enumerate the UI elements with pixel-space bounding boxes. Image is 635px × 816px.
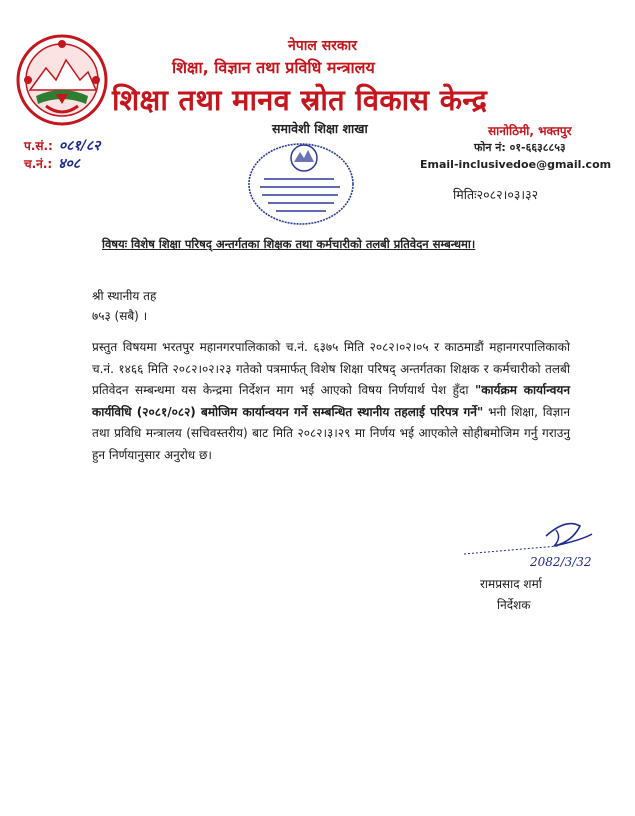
office-phone: फोन नं: ०१-६६३८८५३ — [474, 141, 566, 154]
letter-body — [92, 337, 570, 466]
reference-ps — [24, 136, 100, 155]
office-email: Email-inclusivedoe@gmail.com — [420, 158, 612, 171]
letter-subject: विषयः विशेष शिक्षा परिषद् अन्तर्गतका शिक्षक तथा कर्मचारीको तलबी प्रतिवेदन सम्बन्धमा। — [102, 237, 476, 251]
signatory-name: रामप्रसाद शर्मा — [480, 577, 542, 591]
recipient-line-2: ७५३ (सबै) । — [92, 309, 148, 323]
government-name: नेपाल सरकार — [288, 38, 358, 54]
ch-value: ४०८ — [58, 156, 81, 172]
ps-value: ०८१/८२ — [58, 138, 101, 154]
letter-date: मितिः२०८२।०३।३२ — [453, 187, 539, 202]
ministry-name: शिक्षा, विज्ञान तथा प्रविधि मन्त्रालय — [172, 58, 375, 77]
body-bold-decision: "कार्यक्रम कार्यान्वयन कार्यविधि (२०८१/०८२) बमोजिम कार्यान्वयन गर्ने सम्बन्धित स्थानीय तहलाई परिपत्र गर्ने" — [92, 383, 570, 419]
centre-name: शिक्षा तथा मानव स्रोत विकास केन्द्र — [112, 83, 488, 117]
ch-label: च.नं.: — [24, 157, 53, 171]
office-address: सानोठिमी, भक्तपुर — [488, 124, 572, 138]
handwritten-signature — [462, 516, 602, 580]
branch-name: समावेशी शिक्षा शाखा — [272, 121, 368, 136]
ps-label: प.सं.: — [24, 139, 53, 153]
signature-date: 2082/3/32 — [530, 555, 592, 569]
recipient-line-1: श्री स्थानीय तह — [92, 289, 157, 303]
reference-ch — [24, 154, 80, 173]
signatory-title: निर्देशक — [497, 598, 531, 612]
nepal-emblem-logo — [16, 34, 108, 126]
body-part-1: प्रस्तुत विषयमा भरतपुर महानगरपालिकाको च.नं. ६३७५ मिति २०८२।०२।०५ र काठमाडौं महानगरपालिकाको च.नं. १४६६ मिति २०८२।०२।२३ गतेको पत्रमार्फत् विशेष शिक्षा परिषद् अन्तर्गतका शिक्षक र कर्मचारीको तलबी प्रतिवेदन सम्बन्धमा यस केन्द्रमा निर्देशन माग भई आएको विषय निर्णयार्थ पेश हुँदा — [92, 340, 570, 397]
body-part-2: भनी शिक्षा, विज्ञान तथा प्रविधि मन्त्रालय (सचिवस्तरीय) बाट मिति २०८२।३।२९ मा निर्णय भई आएकोले सोहीबमोजिम गर्नु गराउनु हुन निर्णयानुसार अनुरोध छ। — [92, 404, 570, 462]
office-stamp — [242, 134, 360, 230]
